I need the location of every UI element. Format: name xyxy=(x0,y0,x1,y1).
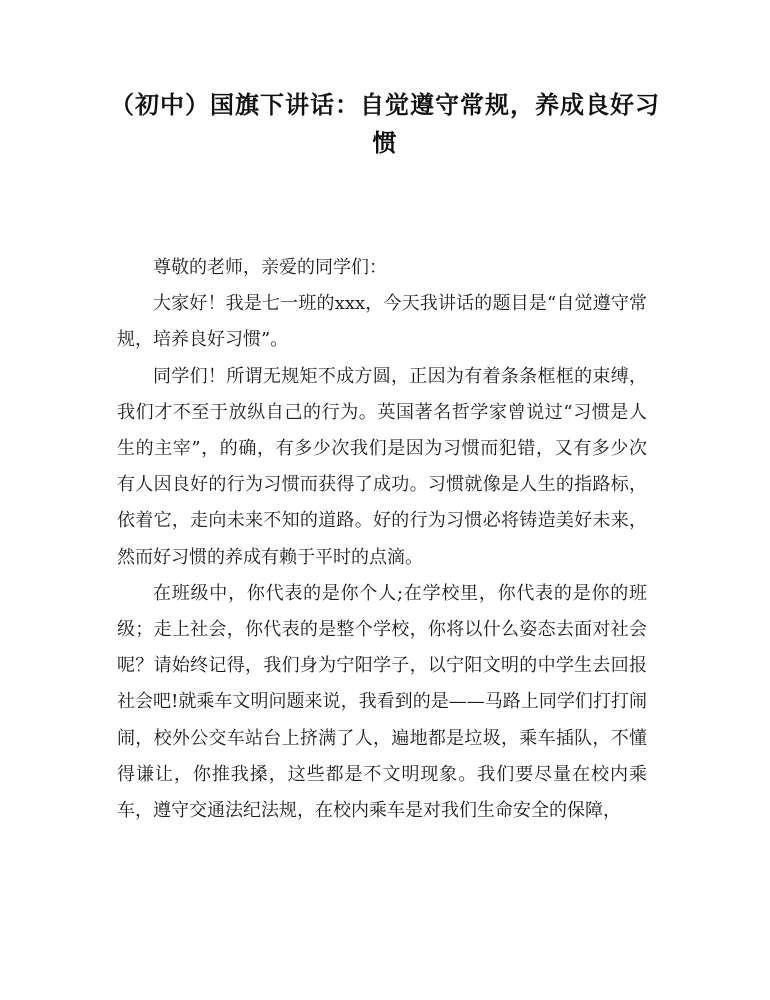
document-title: （初中）国旗下讲话：自觉遵守常规，养成良好习惯 xyxy=(110,91,660,157)
salutation-paragraph: 尊敬的老师，亲爱的同学们： xyxy=(153,257,387,278)
greeting-paragraph: 大家好！我是七一班的xxx，今天我讲话的题目是“自觉遵守常规，培养良好习惯”。 xyxy=(117,293,647,351)
body-paragraph: 在班级中，你代表的是你个人;在学校里，你代表的是你的班级；走上社会，你代表的是整个学校，你将以什么姿态去面对社会呢？请始终记得，我们身为宁阳学子，以宁阳文明的中学生去回报社会吧!就乘车文明问题来说，我看到的是——马路上同学们打打闹闹，校外公交车站台上挤满了人，遍地都是垃圾，乘车插队，不懂得谦让，你推我搡，这些都是不文明现象。我们要尽量在校内乘车，遵守交通法纪法规，在校内乘车是对我们生命安全的保障， xyxy=(117,582,647,822)
document-body xyxy=(117,250,647,829)
body-paragraph: 同学们！所谓无规矩不成方圆，正因为有着条条框框的束缚，我们才不至于放纵自己的行为。英国著名哲学家曾说过“习惯是人生的主宰”，的确，有多少次我们是因为习惯而犯错，又有多少次有人因良好的行为习惯而获得了成功。习惯就像是人生的指路标，依着它，走向未来不知的道路。好的行为习惯必将铸造美好未来，然而好习惯的养成有赖于平时的点滴。 xyxy=(117,365,647,568)
